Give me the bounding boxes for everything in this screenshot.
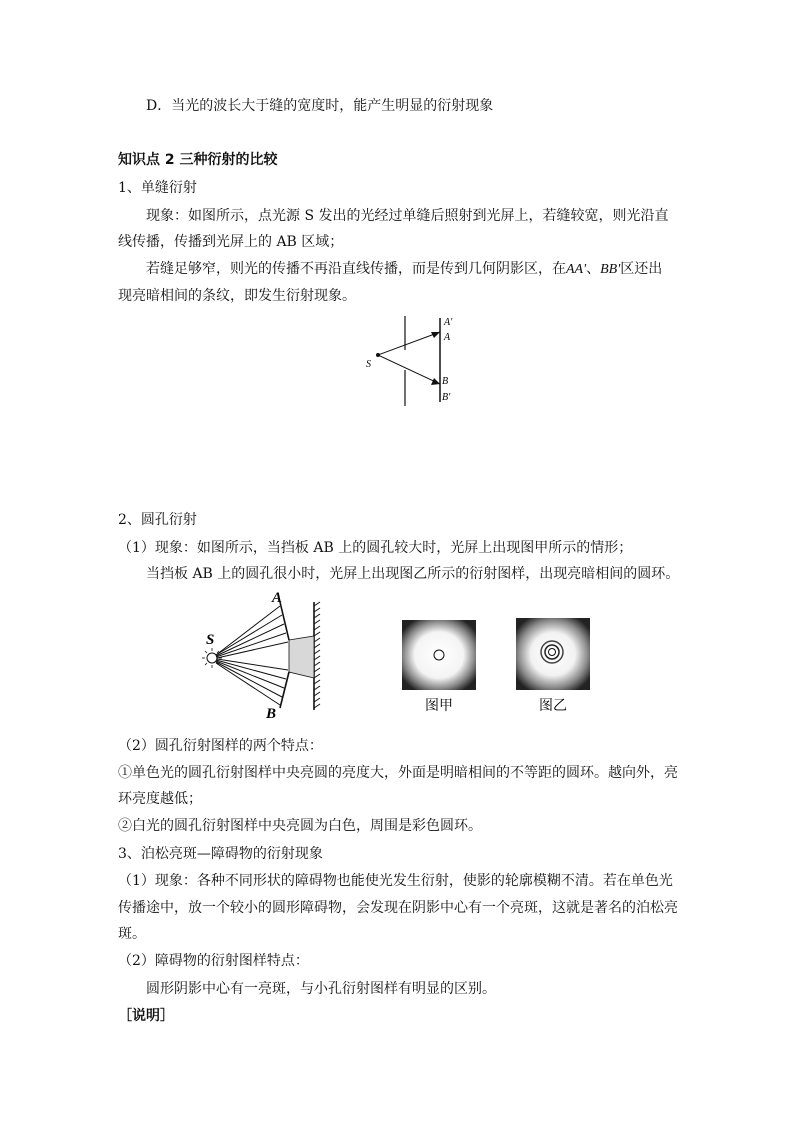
yi-center-spot bbox=[549, 649, 556, 656]
section-2-text: ①单色光的圆孔衍射图样中央亮圆的亮度大，外面是明暗相间的不等距的圆环。越向外，亮 bbox=[118, 765, 678, 781]
figure-jia bbox=[402, 620, 476, 716]
label-a: A bbox=[272, 590, 283, 606]
label-jia: 图甲 bbox=[425, 699, 453, 714]
ray-upper bbox=[378, 332, 440, 355]
section-2-heading: 2、圆孔衍射 bbox=[118, 512, 197, 528]
text-span: 区还出 bbox=[620, 261, 663, 277]
label-s: S bbox=[366, 359, 371, 370]
section-1-text: 线传播，传播到光屏上的 AB 区域； bbox=[118, 234, 344, 250]
section-2-text: （1）现象：如图所示，当挡板 AB 上的圆孔较大时，光屏上出现图甲所示的情形； bbox=[118, 540, 633, 556]
section-3-text: 斑。 bbox=[118, 926, 146, 942]
option-d: D．当光的波长大于缝的宽度时，能产生明显的衍射现象 bbox=[146, 98, 494, 114]
section-3-text: 圆形阴影中心有一亮斑，与小孔衍射图样有明显的区别。 bbox=[146, 981, 496, 997]
single-slit-figure bbox=[360, 312, 470, 408]
label-a-prime: A' bbox=[444, 317, 453, 328]
knowledge-point-title: 知识点 2 三种衍射的比较 bbox=[118, 152, 278, 168]
section-3-text: （2）障碍物的衍射图样特点： bbox=[118, 953, 309, 969]
label-a: A bbox=[444, 332, 451, 343]
text-span: 、 bbox=[586, 261, 601, 277]
ray-lower bbox=[378, 355, 440, 384]
math-bb: BB' bbox=[600, 262, 621, 277]
section-2-text: 当挡板 AB 上的圆孔很小时，光屏上出现图乙所示的衍射图样，出现亮暗相间的圆环。 bbox=[146, 566, 680, 582]
label-yi: 图乙 bbox=[539, 699, 567, 714]
section-3-text: （1）现象：各种不同形状的障碍物也能使光发生衍射，使影的轮廓模糊不清。若在单色光 bbox=[118, 873, 673, 889]
label-s: S bbox=[206, 632, 215, 648]
section-3-heading: 3、泊松亮斑—障碍物的衍射现象 bbox=[118, 846, 323, 862]
note-label: ［说明］ bbox=[118, 1008, 174, 1024]
section-1-text bbox=[146, 259, 662, 280]
math-aa: AA' bbox=[566, 262, 587, 277]
light-beam bbox=[289, 636, 314, 678]
section-1-heading: 1、单缝衍射 bbox=[118, 180, 197, 196]
light-source bbox=[207, 653, 217, 663]
section-1-text: 现象：如图所示，点光源 S 发出的光经过单缝后照射到光屏上，若缝较宽，则光沿直 bbox=[146, 208, 669, 224]
text-span: 若缝足够窄，则光的传播不再沿直线传播，而是传到几何阴影区，在 bbox=[146, 261, 566, 277]
section-3-text: 传播途中，放一个较小的圆形障碍物，会发现在阴影中心有一个亮斑，这就是著名的泊松亮 bbox=[118, 900, 678, 916]
section-2-text: （2）圆孔衍射图样的两个特点： bbox=[118, 738, 323, 754]
section-1-text: 现亮暗相间的条纹，即发生衍射现象。 bbox=[118, 288, 356, 304]
section-2-text: ②白光的圆孔衍射图样中央亮圆为白色，周围是彩色圆环。 bbox=[118, 818, 482, 834]
circular-hole-figure bbox=[196, 588, 332, 720]
jia-bright-spot bbox=[434, 650, 444, 660]
screen-hatching bbox=[314, 602, 320, 708]
figure-yi bbox=[516, 618, 590, 716]
label-b: B bbox=[266, 706, 277, 720]
section-2-text: 环亮度越低； bbox=[118, 791, 202, 807]
label-b: B bbox=[442, 376, 449, 387]
arrowhead-lower bbox=[431, 378, 440, 385]
rays bbox=[216, 606, 288, 705]
label-b-prime: B' bbox=[442, 392, 451, 403]
